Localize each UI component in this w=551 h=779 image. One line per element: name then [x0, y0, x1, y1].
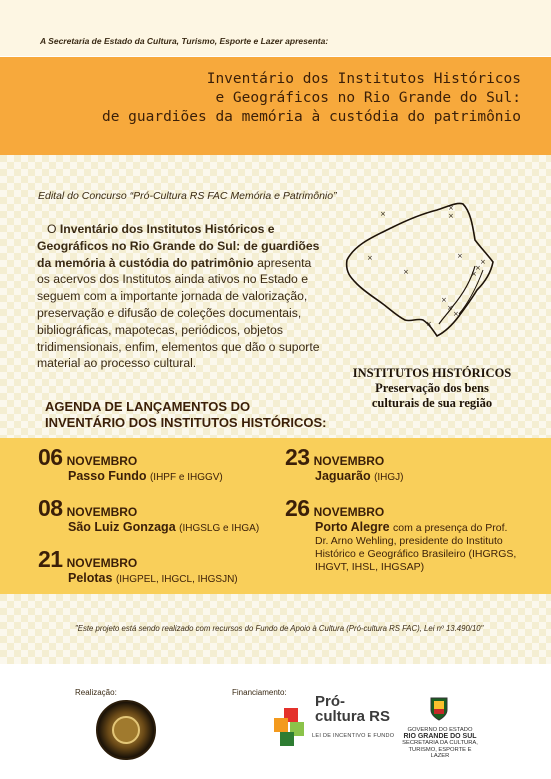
event-month: NOVEMBRO — [313, 454, 385, 468]
marker-icon: × — [475, 264, 481, 272]
event-month: NOVEMBRO — [66, 454, 138, 468]
event-place-name: Passo Fundo — [68, 469, 147, 483]
procultura-subtitle: LEI DE INCENTIVO E FUNDO — [312, 733, 395, 739]
event-item — [38, 495, 259, 534]
event-institutes: (IHGSLG e IHGA) — [179, 523, 260, 534]
event-day: 21 — [38, 546, 63, 572]
realizacao-label: Realização: — [75, 688, 117, 697]
procultura-wordmark — [315, 694, 390, 724]
map-caption-subtitle-2: culturais de sua região — [371, 396, 493, 410]
marker-icon: × — [457, 252, 463, 260]
marker-icon: × — [448, 204, 454, 212]
event-item — [38, 546, 238, 585]
agenda-heading — [45, 399, 326, 431]
event-item — [285, 495, 535, 574]
title-line-2: e Geográficos no Rio Grande do Sul: — [215, 90, 521, 106]
rs-coat-of-arms-icon — [428, 694, 450, 722]
top-strip — [0, 0, 551, 56]
marker-icon: × — [380, 210, 386, 218]
title-line-1: Inventário dos Institutos Históricos — [206, 71, 521, 87]
marker-icon: × — [367, 254, 373, 262]
agenda-heading-line-1: AGENDA DE LANÇAMENTOS DO — [45, 399, 251, 414]
gov-wordmark — [400, 727, 480, 760]
event-institutes: (IHGJ) — [374, 472, 404, 483]
event-place — [68, 520, 259, 534]
seal-center — [112, 716, 140, 744]
event-place-name: Jaguarão — [315, 469, 371, 483]
page-title — [41, 70, 521, 127]
gov-line-4: TURISMO, ESPORTE E LAZER — [408, 746, 472, 759]
marker-icon: × — [480, 258, 486, 266]
event-day: 23 — [285, 444, 310, 470]
event-extra-inline: com a presença do Prof. — [393, 522, 508, 534]
edital-text: Edital do Concurso “Pró-Cultura RS FAC Memória e Patrimônio” — [38, 190, 337, 202]
event-month: NOVEMBRO — [313, 505, 385, 519]
map-caption — [352, 366, 512, 411]
event-place — [315, 469, 404, 483]
gov-line-2: RIO GRANDE DO SUL — [403, 732, 477, 740]
event-day: 08 — [38, 495, 63, 521]
event-place-name: Pelotas — [68, 571, 113, 585]
event-month: NOVEMBRO — [66, 556, 138, 570]
intro-pre: O — [47, 222, 60, 236]
marker-icon: × — [426, 320, 432, 328]
gov-line-3: SECRETARIA DA CULTURA, — [402, 740, 478, 746]
procultura-word-1: Pró- — [315, 693, 345, 710]
funding-note: "Este projeto está sendo realizado com recursos do Fundo de Apoio à Cultura (Pró-cultura RS FAC), Lei nº 13.490/10" — [75, 624, 484, 633]
event-institutes: (IHGPEL, IHGCL, IHGSJN) — [115, 574, 238, 585]
marker-icon: × — [447, 304, 453, 312]
institute-markers — [367, 204, 486, 328]
event-extra: Dr. Arno Wehling, presidente do Instituto Histórico e Geográfico Brasileiro (IHGRGS, IHGVT, IHSL, IHGSAP) — [315, 535, 517, 573]
event-institutes: (IHPF e IHGGV) — [149, 472, 223, 483]
event-month: NOVEMBRO — [66, 505, 138, 519]
institute-seal-logo — [96, 700, 156, 760]
agenda-heading-line-2: INVENTÁRIO DOS INSTITUTOS HISTÓRICOS: — [45, 415, 327, 430]
map-caption-title: INSTITUTOS HISTÓRICOS — [352, 366, 512, 380]
rs-map-illustration — [325, 192, 505, 342]
event-day: 06 — [38, 444, 63, 470]
marker-icon: × — [453, 310, 459, 318]
marker-icon: × — [403, 268, 409, 276]
event-place — [68, 571, 238, 585]
event-day: 26 — [285, 495, 310, 521]
marker-icon: × — [471, 270, 477, 278]
map-caption-subtitle-1: Preservação dos bens — [375, 381, 489, 395]
event-item — [38, 444, 223, 483]
event-place — [68, 469, 223, 483]
intro-bold: Inventário dos Institutos Históricos e Geográficos no Rio Grande do Sul: de guardiões da memória à custódia do patrimônio — [37, 222, 320, 270]
event-place-name: São Luiz Gonzaga — [68, 520, 176, 534]
event-item — [285, 444, 404, 483]
financiamento-label: Financiamento: — [232, 688, 287, 697]
event-place-name: Porto Alegre — [315, 520, 390, 534]
gov-line-1: GOVERNO DO ESTADO — [407, 727, 473, 733]
procultura-word-2: cultura RS — [315, 708, 391, 725]
intro-post: apresenta os acervos dos Institutos ainda ativos no Estado e seguem com a importante jornada de valorização, preservação e difusão de coleções documentais, bibliográficas, mapotecas, periódicos, objetos tridimensionais, enfim, elementos que dão o suporte material ao processo cultural. — [37, 255, 320, 371]
title-line-3: de guardiões da memória à custódia do patrimônio — [101, 109, 521, 125]
event-place — [315, 520, 535, 535]
marker-icon: × — [448, 212, 454, 220]
presenter-text: A Secretaria de Estado da Cultura, Turismo, Esporte e Lazer apresenta: — [40, 36, 329, 46]
marker-icon: × — [441, 296, 447, 304]
intro-paragraph — [37, 221, 327, 372]
